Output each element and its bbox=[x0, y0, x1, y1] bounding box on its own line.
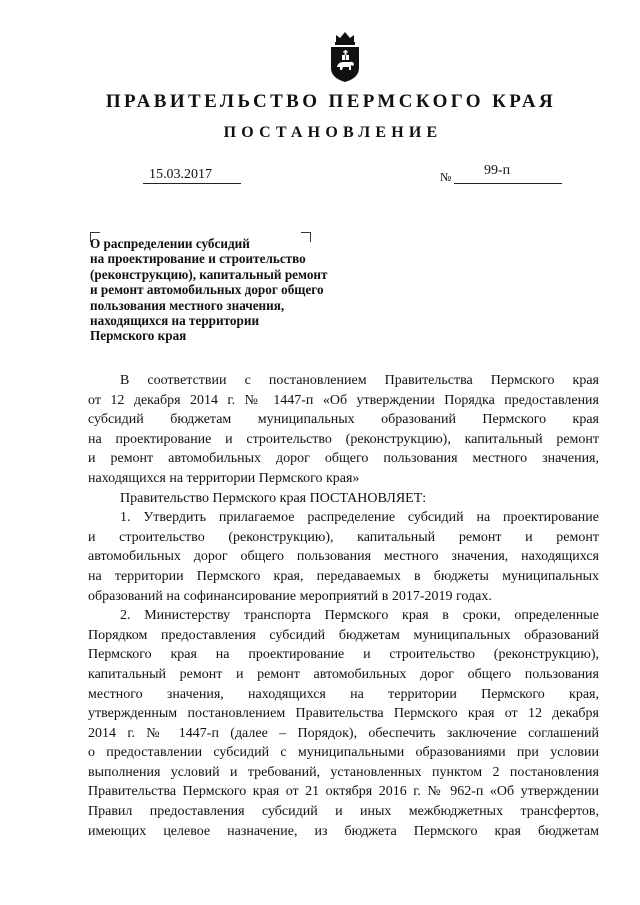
body-line: утвержденным постановлением Правительства Пермского края от 12 декабря bbox=[88, 706, 599, 722]
document-number: 99-п bbox=[484, 163, 511, 178]
body-line: от 12 декабря 2014 г. № 1447-п «Об утверждении Порядка предоставления bbox=[88, 392, 599, 408]
body-line: выполнения условий и требований, установленных пунктом 2 постановления bbox=[88, 764, 599, 780]
body-line: 2. Министерству транспорта Пермского края в сроки, определенные bbox=[120, 608, 599, 624]
body-line: местного значения, находящихся на территории Пермского края, bbox=[88, 686, 599, 702]
body-line: Правительства Пермского края от 21 октября 2016 г. № 962-п «Об утверждении bbox=[88, 784, 599, 800]
coat-of-arms-icon bbox=[328, 28, 362, 84]
body-line: Порядком предоставления субсидий бюджетам муниципальных образований bbox=[88, 627, 599, 643]
subject-line: и ремонт автомобильных дорог общего bbox=[90, 282, 324, 298]
body-line: Пермского края на проектирование и строительство (реконструкцию), bbox=[88, 647, 599, 663]
subject-line: пользования местного значения, bbox=[90, 297, 285, 313]
body-line: на проектирование и строительство (реконструкцию), капитальный ремонт bbox=[88, 431, 599, 447]
body-line: о предоставлении субсидий с муниципальными образованиями при условии bbox=[88, 745, 599, 761]
body-line: Правительство Пермского края ПОСТАНОВЛЯЕТ: bbox=[120, 490, 427, 506]
number-field bbox=[454, 163, 562, 184]
body-line: субсидий бюджетам муниципальных образований Пермского края bbox=[88, 412, 599, 428]
document-subject bbox=[90, 236, 380, 344]
subject-line: Пермского края bbox=[90, 328, 187, 344]
body-line: и ремонт автомобильных дорог общего пользования местного значения, bbox=[88, 451, 599, 467]
government-title: ПРАВИТЕЛЬСТВО ПЕРМСКОГО КРАЯ bbox=[105, 91, 557, 112]
date-field bbox=[143, 163, 241, 184]
body-line: капитальный ремонт и ремонт автомобильных дорог общего пользования bbox=[88, 666, 599, 682]
number-sign: № bbox=[440, 170, 452, 184]
body-line: образований на софинансирование мероприятий в 2017-2019 годах. bbox=[88, 588, 492, 604]
body-line: на территории Пермского края, передаваемых в бюджеты муниципальных bbox=[88, 568, 599, 584]
body-line: имеющих целевое назначение, из бюджета Пермского края бюджетам bbox=[88, 823, 599, 839]
body-line: автомобильных дорог общего пользования местного значения, находящихся bbox=[88, 549, 599, 565]
body-line: Правил предоставления субсидий и иных межбюджетных трансфертов, bbox=[88, 804, 599, 820]
subject-line: на проектирование и строительство bbox=[90, 251, 306, 267]
body-line: 2014 г. № 1447-п (далее – Порядок), обеспечить заключение соглашений bbox=[88, 725, 599, 741]
document-type: ПОСТАНОВЛЕНИЕ bbox=[223, 124, 443, 141]
body-line: 1. Утвердить прилагаемое распределение субсидий на проектирование bbox=[120, 510, 599, 526]
subject-line: О распределении субсидий bbox=[90, 236, 250, 251]
body-line: В соответствии с постановлением Правительства Пермского края bbox=[120, 373, 599, 388]
document-body bbox=[88, 371, 599, 841]
subject-line: находящихся на территории bbox=[90, 313, 260, 329]
document-date: 15.03.2017 bbox=[149, 167, 212, 182]
body-line: находящихся на территории Пермского края» bbox=[88, 470, 360, 486]
body-line: и строительство (реконструкцию), капитальный ремонт и ремонт bbox=[88, 529, 599, 545]
subject-line: (реконструкцию), капитальный ремонт bbox=[90, 266, 328, 282]
